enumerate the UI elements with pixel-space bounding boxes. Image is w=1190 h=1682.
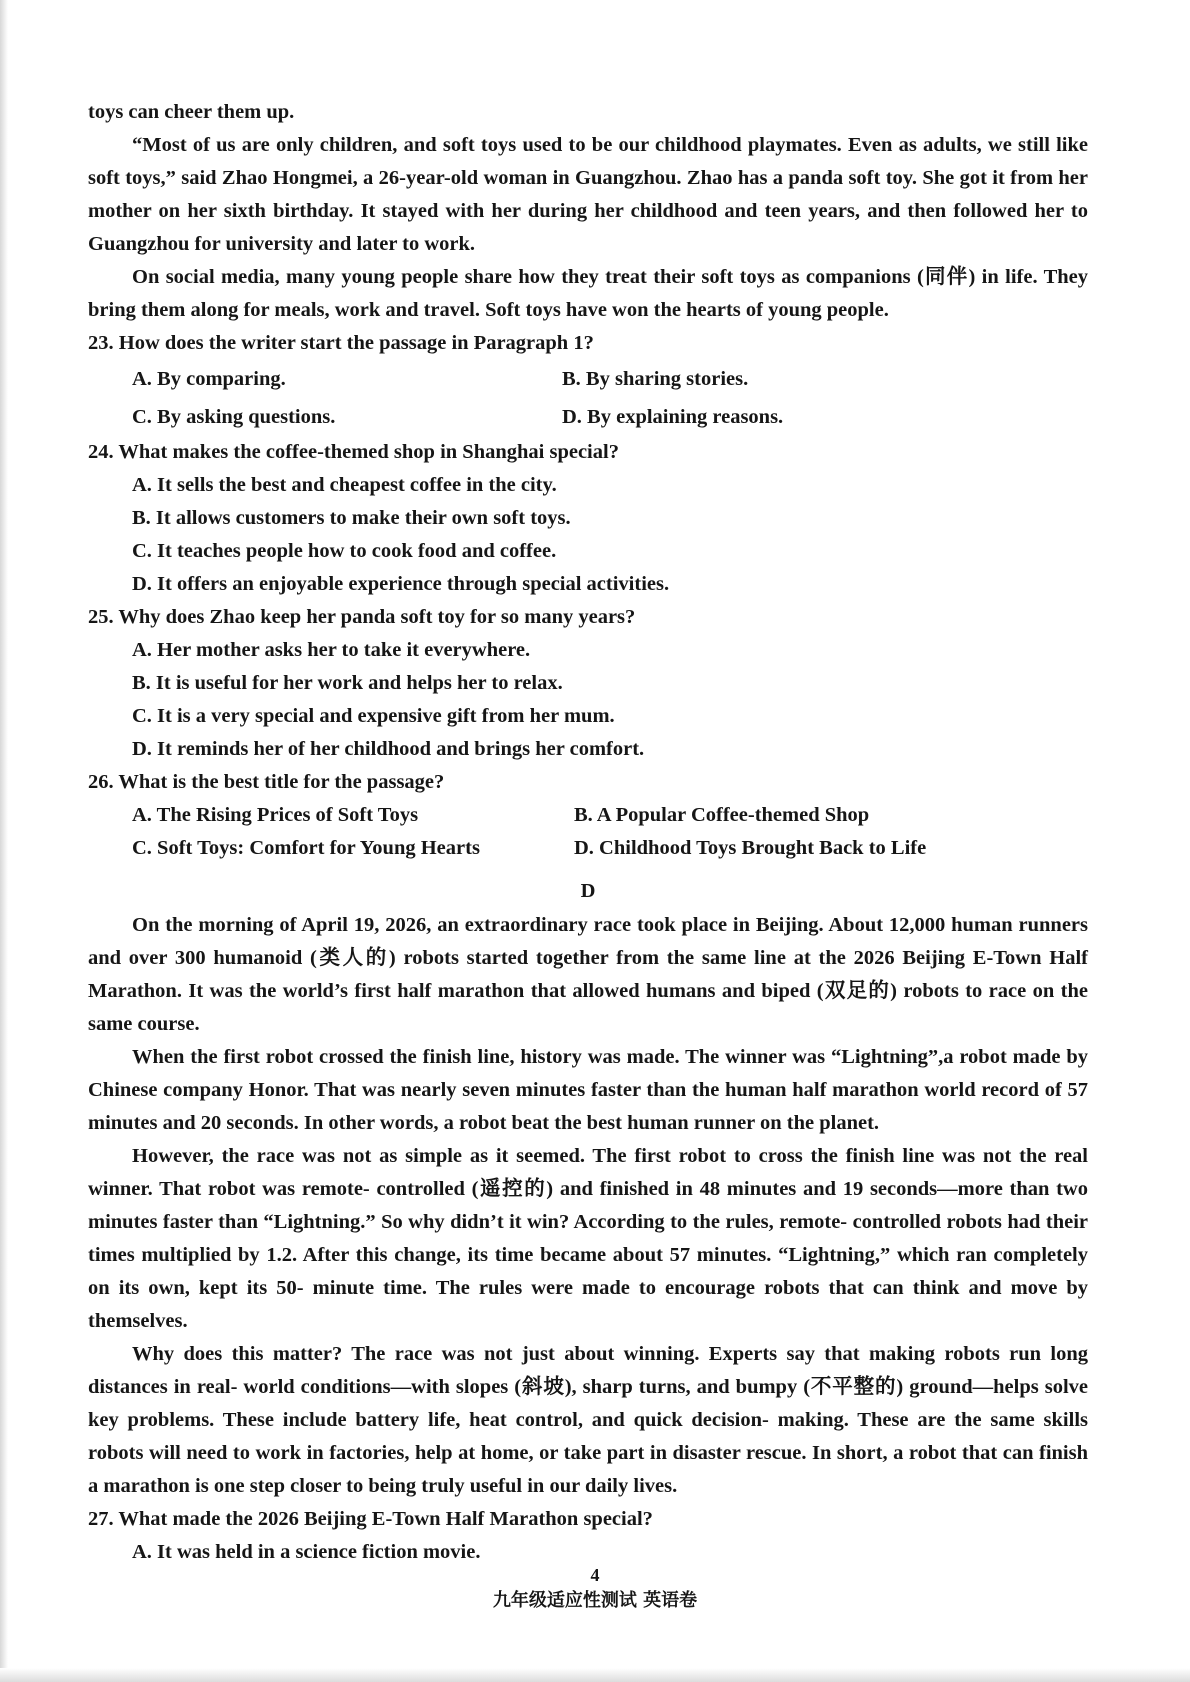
option-d: D. By explaining reasons. [562,406,784,428]
exam-title: 九年级适应性测试 英语卷 [492,1590,698,1611]
option-d: D. It offers an enjoyable experience through special activities. [132,573,670,595]
option-c: C. By asking questions. [132,406,336,428]
option-b: B. It allows customers to make their own soft toys. [132,507,571,529]
question-26-options [88,799,1088,865]
passage-c-paragraph: On social media, many young people share how they treat their soft toys as companions (同伴) in life. They bring them along for meals, work and travel. Soft toys have won the hearts of young people. [88,266,1088,321]
passage-c-paragraph: “Most of us are only children, and soft toys used to be our childhood playmates. Even as adults, we still like soft toys,” said Zhao Hongmei, a 26-year-old woman in Guangzhou. Zhao has a panda soft toy. She got it from her mother on her sixth birthday. It stayed with her during her childhood and teen years, and then followed her to Guangzhou for university and later to work. [88,134,1088,255]
question-24: 24. What makes the coffee-themed shop in Shanghai special? [88,441,619,463]
option-b: B. A Popular Coffee-themed Shop [574,804,870,826]
option-a: A. By comparing. [132,368,286,390]
option-d: D. Childhood Toys Brought Back to Life [574,837,927,859]
section-heading-d: D [580,880,596,902]
option-a: A. It was held in a science fiction movie. [132,1541,481,1563]
question-23-options [88,360,1088,436]
passage-d-paragraph: However, the race was not as simple as it seemed. The first robot to cross the finish line was not the real winner. That robot was remote- controlled (遥控的) and finished in 48 minutes and 19 seconds—more than two minutes faster than “Lightning.” So why didn’t it win? According to the rules, remote- controlled robots had their times multiplied by 1.2. After this change, its time became about 57 minutes. “Lightning,” which ran completely on its own, kept its 50- minute time. The rules were made to encourage robots that can think and move by themselves. [88,1145,1088,1332]
option-c: C. It teaches people how to cook food and coffee. [132,540,557,562]
option-d: D. It reminds her of her childhood and brings her comfort. [132,738,645,760]
page-number: 4 [590,1565,600,1585]
question-23: 23. How does the writer start the passage in Paragraph 1? [88,332,594,354]
page-content [88,96,1088,1569]
option-a: A. It sells the best and cheapest coffee in the city. [132,474,557,496]
scan-bottom-shadow [0,1668,1190,1682]
option-b: B. It is useful for her work and helps her to relax. [132,672,563,694]
passage-c-paragraph: toys can cheer them up. [88,101,295,123]
question-26: 26. What is the best title for the passage? [88,771,445,793]
option-c: C. Soft Toys: Comfort for Young Hearts [132,837,480,859]
page-footer [0,1562,1190,1614]
option-a: A. The Rising Prices of Soft Toys [132,804,419,826]
option-a: A. Her mother asks her to take it everywhere. [132,639,531,661]
passage-d-paragraph: When the first robot crossed the finish line, history was made. The winner was “Lightning”,a robot made by Chinese company Honor. That was nearly seven minutes faster than the human half marathon world record of 57 minutes and 20 seconds. In other words, a robot beat the best human runner on the planet. [88,1046,1088,1134]
passage-d-paragraph: Why does this matter? The race was not just about winning. Experts say that making robots run long distances in real- world conditions—with slopes (斜坡), sharp turns, and bumpy (不平整的) ground—helps solve key problems. These include battery life, heat control, and quick decision- making. These are the same skills robots will need to work in factories, help at home, or take part in disaster rescue. In short, a robot that can finish a marathon is one step closer to being truly useful in our daily lives. [88,1343,1088,1497]
scan-edge-shadow [0,0,8,1682]
passage-d-paragraph: On the morning of April 19, 2026, an extraordinary race took place in Beijing. About 12,000 human runners and over 300 humanoid (类人的) robots started together from the same line at the 2026 Beijing E-Town Half Marathon. It was the world’s first half marathon that allowed humans and biped (双足的) robots to race on the same course. [88,914,1088,1035]
question-25: 25. Why does Zhao keep her panda soft toy for so many years? [88,606,636,628]
question-27: 27. What made the 2026 Beijing E-Town Half Marathon special? [88,1508,653,1530]
option-b: B. By sharing stories. [562,368,749,390]
option-c: C. It is a very special and expensive gift from her mum. [132,705,615,727]
